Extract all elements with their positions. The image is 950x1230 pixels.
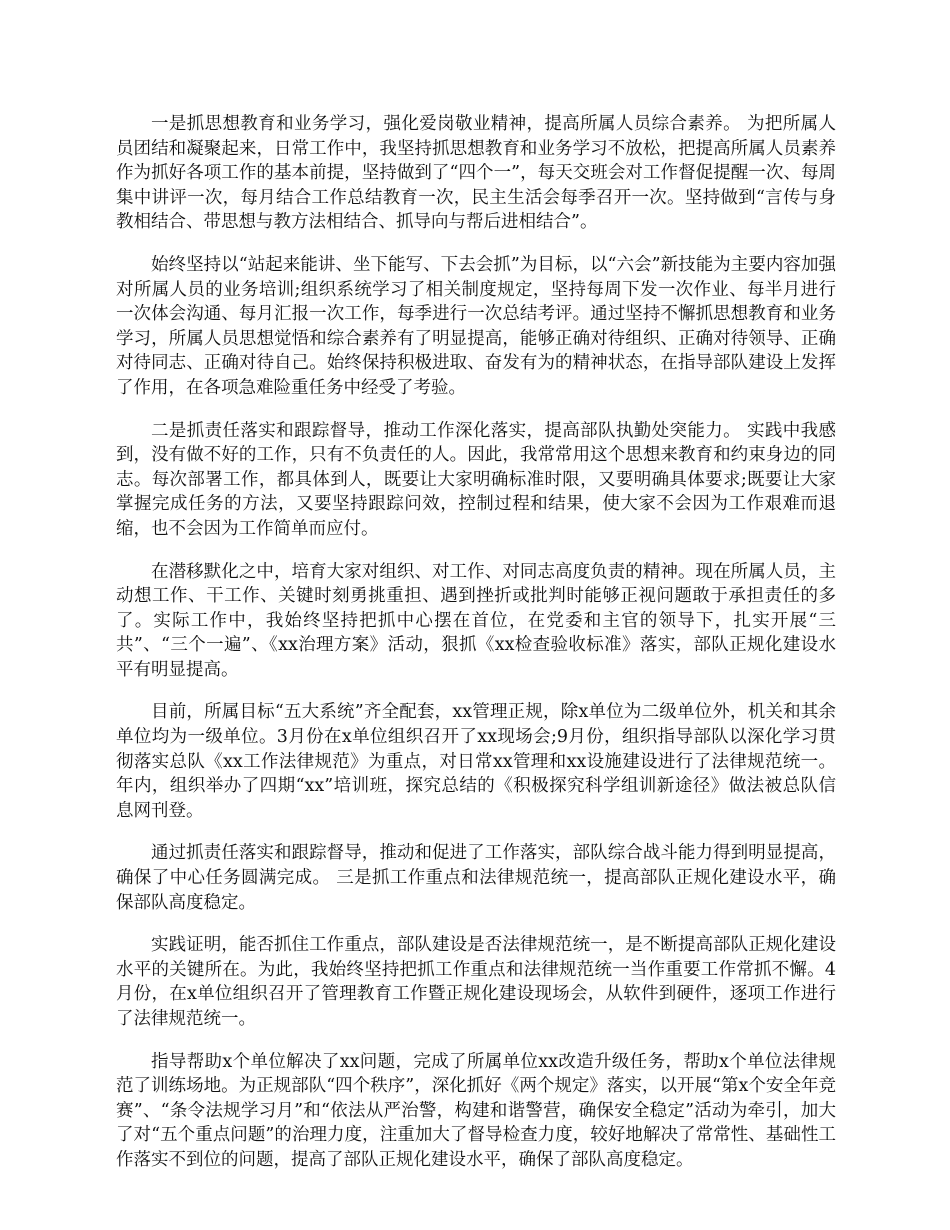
paragraph-1: 一是抓思想教育和业务学习，强化爱岗敬业精神，提高所属人员综合素养。 为把所属人员团结和凝聚起来，日常工作中，我坚持抓思想教育和业务学习不放松，把提高所属人员素养作为抓好各项工作的基本前提，坚持做到了“四个一”，每天交班会对工作督促提醒一次、每周集中讲评一次，每月结合工作总结教育一次，民主生活会每季召开一次。坚持做到“言传与身教相结合、带思想与教方法相结合、抓导向与帮后进相结合”。 — [116, 114, 836, 233]
paragraph-8: 指导帮助x个单位解决了xx问题，完成了所属单位xx改造升级任务，帮助x个单位法律规范了训练场地。为正规部队“四个秩序”，深化抓好《两个规定》落实，以开展“第x个安全年竞赛”、“条令法规学习月”和“依法从严治警，构建和谐警营，确保安全稳定”活动为牵引，加大了对“五个重点问题”的治理力度，注重加大了督导检查力度，较好地解决了常常性、基础性工作落实不到位的问题，提高了部队正规化建设水平，确保了部队高度稳定。 — [116, 1051, 836, 1170]
paragraph-5: 目前，所属目标“五大系统”齐全配套，xx管理正规，除x单位为二级单位外，机关和其余单位均为一级单位。3月份在x单位组织召开了xx现场会;9月份，组织指导部队以深化学习贯彻落实总队《xx工作法律规范》为重点，对日常xx管理和xx设施建设进行了法律规范统一。年内，组织举办了四期“xx”培训班，探究总结的《积极探究科学组训新途径》做法被总队信息网刊登。 — [116, 702, 836, 821]
paragraph-6: 通过抓责任落实和跟踪督导，推动和促进了工作落实，部队综合战斗能力得到明显提高，确保了中心任务圆满完成。 三是抓工作重点和法律规范统一，提高部队正规化建设水平，确保部队高度稳定。 — [116, 843, 836, 913]
document-body — [116, 112, 836, 1191]
paragraph-7: 实践证明，能否抓住工作重点，部队建设是否法律规范统一，是不断提高部队正规化建设水平的关键所在。为此，我始终坚持把抓工作重点和法律规范统一当作重要工作常抓不懈。4月份，在x单位组织召开了管理教育工作暨正规化建设现场会，从软件到硬件，逐项工作进行了法律规范统一。 — [116, 935, 836, 1029]
paragraph-2: 始终坚持以“站起来能讲、坐下能写、下去会抓”为目标，以“六会”新技能为主要内容加强对所属人员的业务培训;组织系统学习了相关制度规定，坚持每周下发一次作业、每半月进行一次体会沟通、每月汇报一次工作，每季进行一次总结考评。通过坚持不懈抓思想教育和业务学习，所属人员思想觉悟和综合素养有了明显提高，能够正确对待组织、正确对待领导、正确对待同志、正确对待自己。始终保持积极进取、奋发有为的精神状态，在指导部队建设上发挥了作用，在各项急难险重任务中经受了考验。 — [116, 254, 836, 398]
paragraph-3: 二是抓责任落实和跟踪督导，推动工作深化落实，提高部队执勤处突能力。 实践中我感到，没有做不好的工作，只有不负责任的人。因此，我常常用这个思想来教育和约束身边的同志。每次部署工作，都具体到人，既要让大家明确标准时限，又要明确具体要求;既要让大家掌握完成任务的方法，又要坚持跟踪问效，控制过程和结果，使大家不会因为工作艰难而退缩，也不会因为工作简单而应付。 — [116, 420, 836, 539]
paragraph-4: 在潜移默化之中，培育大家对组织、对工作、对同志高度负责的精神。现在所属人员，主动想工作、干工作、关键时刻勇挑重担、遇到挫折或批判时能够正视问题敢于承担责任的多了。实际工作中，我始终坚持把抓中心摆在首位，在党委和主官的领导下，扎实开展“三共”、“三个一遍”、《xx治理方案》活动，狠抓《xx检查验收标准》落实，部队正规化建设水平有明显提高。 — [116, 561, 836, 680]
